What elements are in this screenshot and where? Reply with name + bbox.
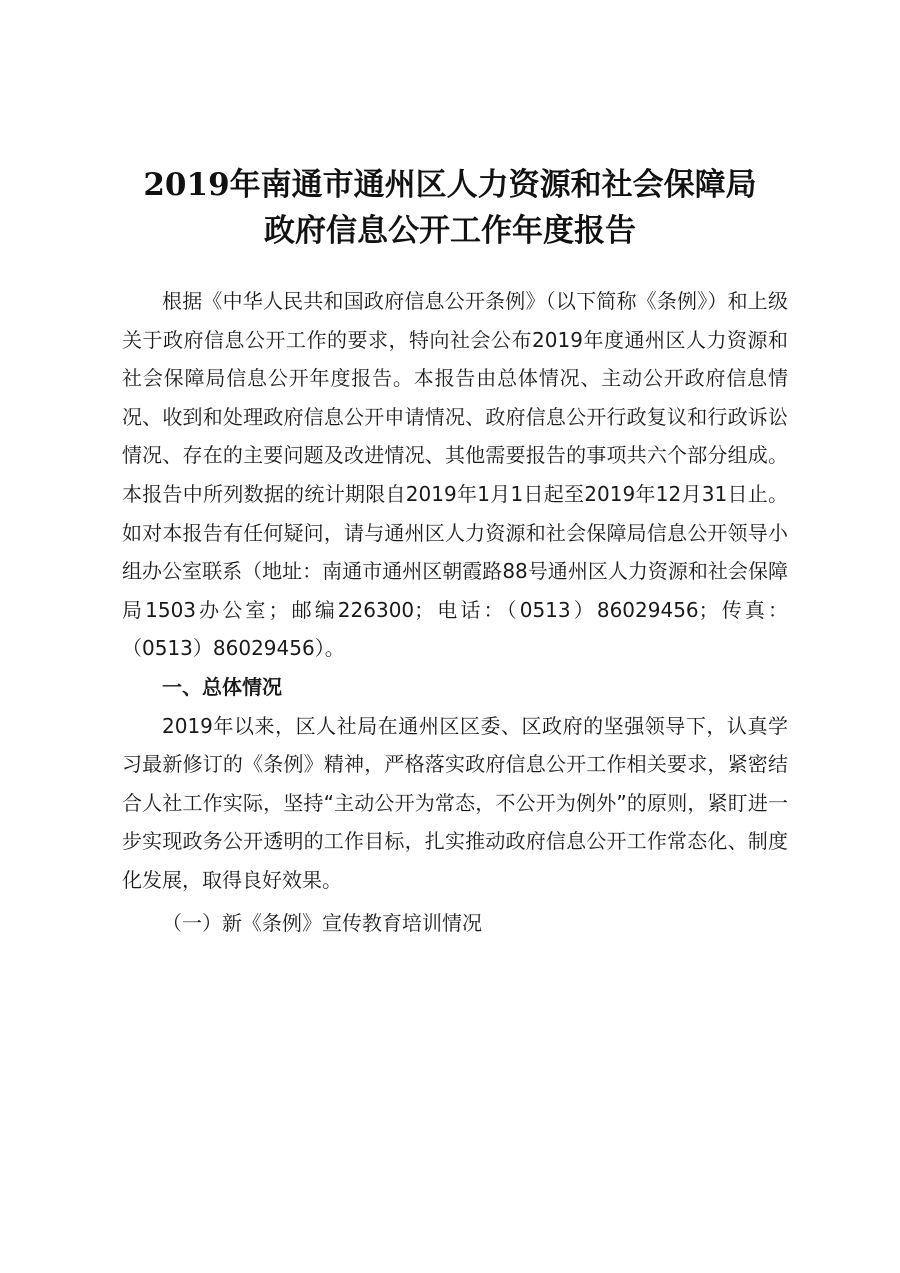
subsection-heading-training: （一）新《条例》宣传教育培训情况	[162, 910, 482, 935]
section-general-paragraph: 2019年以来，区人社局在通州区区委、区政府的坚强领导下，认真学习最新修订的《条例》精神，严格落实政府信息公开工作相关要求，紧密结合人社工作实际，坚持“主动公开为常态，不公开为例外”的原则，紧盯进一步实现政务公开透明的工作目标，扎实推动政府信息公开工作常态化、制度化发展，取得良好效果。	[122, 713, 788, 892]
intro-paragraph: 根据《中华人民共和国政府信息公开条例》（以下简称《条例》）和上级关于政府信息公开工作的要求，特向社会公布2019年度通州区人力资源和社会保障局信息公开年度报告。本报告由总体情况、主动公开政府信息情况、收到和处理政府信息公开申请情况、政府信息公开行政复议和行政诉讼情况、存在的主要问题及改进情况、其他需要报告的事项共六个部分组成。本报告中所列数据的统计期限自2019年1月1日起至2019年12月31日止。如对本报告有任何疑问，请与通州区人力资源和社会保障局信息公开领导小组办公室联系（地址：南通市通州区朝霞路88号通州区人力资源和社会保障局1503办公室；邮编226300；电话：（0513）86029456；传真：（0513）86029456）。	[122, 289, 788, 661]
title-line-2: 政府信息公开工作年度报告	[264, 213, 636, 249]
document-title	[100, 162, 800, 254]
document-body	[122, 282, 788, 942]
title-line-1: 2019年南通市通州区人力资源和社会保障局	[143, 167, 757, 203]
section-heading-general: 一、总体情况	[162, 674, 282, 699]
